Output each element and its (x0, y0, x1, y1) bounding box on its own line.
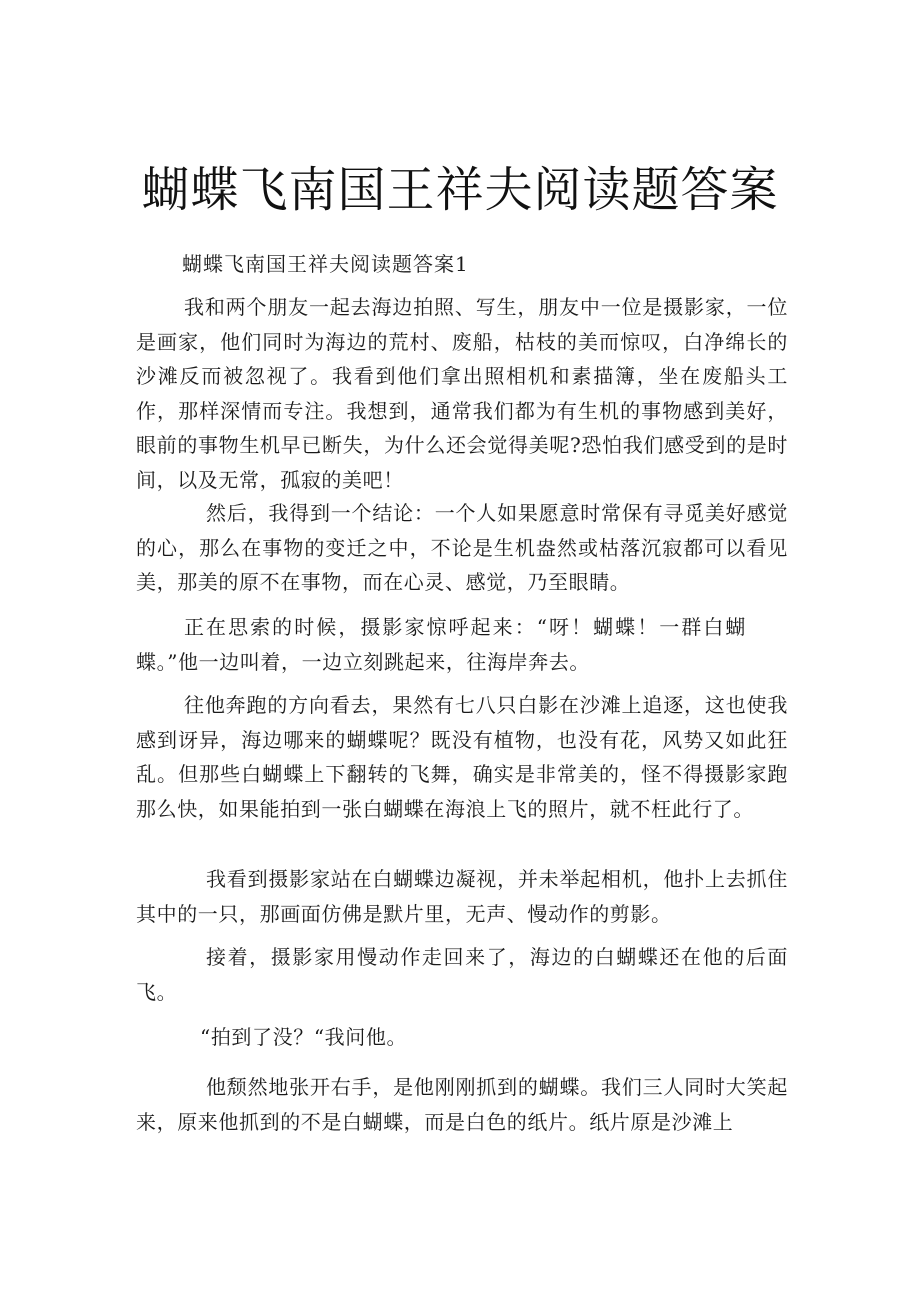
paragraph-8: 他颓然地张开右手，是他刚刚抓到的蝴蝶。我们三人同时大笑起来，原来他抓到的不是白蝴蝶，而是白色的纸片。纸片原是沙滩上 (136, 1075, 788, 1134)
document-subtitle: 蝴蝶飞南国王祥夫阅读题答案1 (182, 252, 469, 276)
paragraph-5: 我看到摄影家站在白蝴蝶边凝视，并未举起相机，他扑上去抓住其中的一只，那画面仿佛是默片里，无声、慢动作的剪影。 (136, 867, 788, 926)
paragraph-6: 接着，摄影家用慢动作走回来了，海边的白蝴蝶还在他的后面飞。 (136, 945, 788, 1004)
paragraph-4: 往他奔跑的方向看去，果然有七八只白影在沙滩上追逐，这也使我感到讶异，海边哪来的蝴蝶呢？既没有植物，也没有花，风势又如此狂乱。但那些白蝴蝶上下翻转的飞舞，确实是非常美的，怪不得摄影家跑那么快，如果能拍到一张白蝴蝶在海浪上飞的照片，就不枉此行了。 (136, 693, 788, 821)
document-title: 蝴蝶飞南国王祥夫阅读题答案 (141, 162, 779, 218)
paragraph-7: “拍到了没？“我问他。 (200, 1025, 408, 1049)
paragraph-3: 正在思索的时候，摄影家惊呼起来：“呀！蝴蝶！一群白蝴蝶。”他一边叫着，一边立刻跳起来，往海岸奔去。 (136, 615, 746, 674)
paragraph-1: 我和两个朋友一起去海边拍照、写生，朋友中一位是摄影家，一位是画家，他们同时为海边的荒村、废船，枯枝的美而惊叹，白净绵长的沙滩反而被忽视了。我看到他们拿出照相机和素描簿，坐在废船头工作，那样深情而专注。我想到，通常我们都为有生机的事物感到美好，眼前的事物生机早已断失，为什么还会觉得美呢?恐怕我们感受到的是时间，以及无常，孤寂的美吧！ (136, 295, 788, 492)
paragraph-2: 然后，我得到一个结论：一个人如果愿意时常保有寻觅美好感觉的心，那么在事物的变迁之中，不论是生机盎然或枯落沉寂都可以看见美，那美的原不在事物，而在心灵、感觉，乃至眼睛。 (136, 501, 788, 594)
